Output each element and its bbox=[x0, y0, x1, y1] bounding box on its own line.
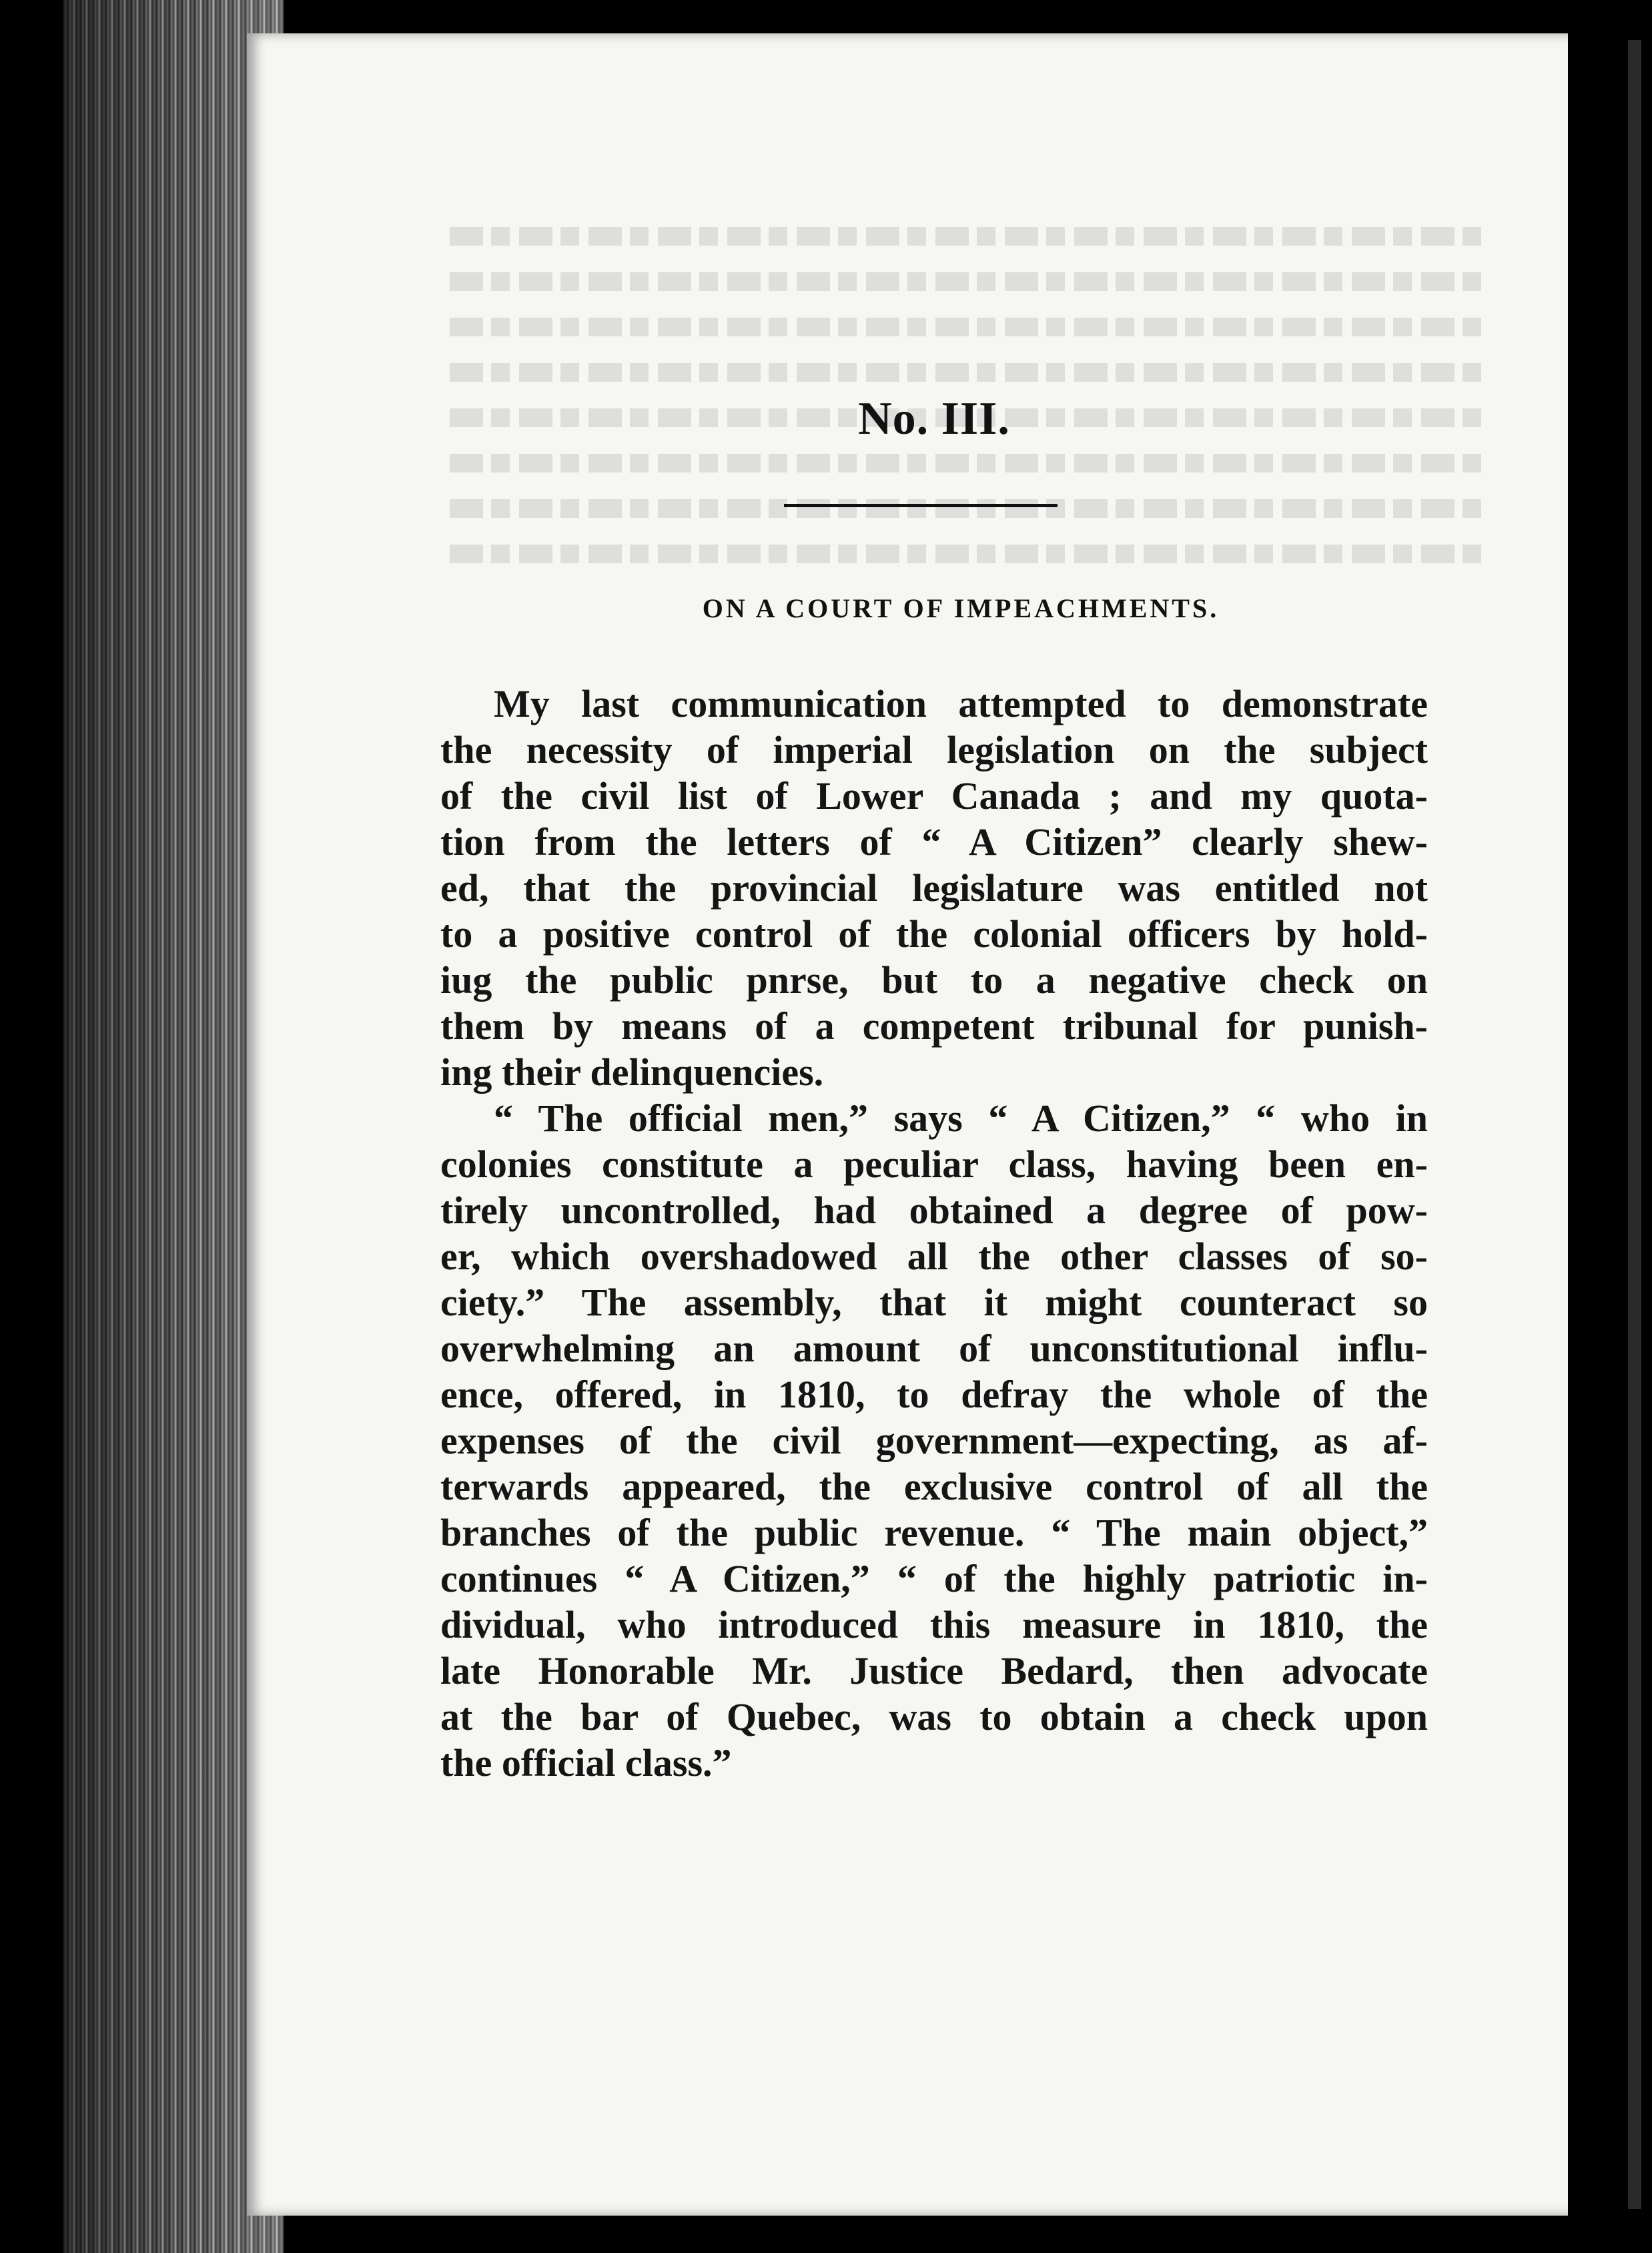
text-line: ing their delinquencies. bbox=[440, 1050, 824, 1094]
next-page-edge bbox=[1628, 40, 1641, 2209]
text-line: tirely uncontrolled, had obtained a degree of pow- bbox=[440, 1189, 1428, 1232]
text-line: er, which overshadowed all the other classes of so- bbox=[440, 1235, 1428, 1278]
text-line: My last communication attempted to demonstrate bbox=[494, 682, 1428, 725]
text-line: the official class.” bbox=[440, 1741, 732, 1785]
text-line: terwards appeared, the exclusive control of all the bbox=[440, 1465, 1428, 1508]
text-line: of the civil list of Lower Canada ; and my quota- bbox=[440, 774, 1428, 818]
text-line: ence, offered, in 1810, to defray the whole of the bbox=[440, 1373, 1428, 1416]
section-subtitle: ON A COURT OF IMPEACHMENTS. bbox=[702, 593, 1220, 623]
text-line: ed, that the provincial legislature was entitled not bbox=[440, 866, 1428, 910]
text-line: iug the public pnrse, but to a negative check on bbox=[440, 958, 1428, 1002]
text-line: to a positive control of the colonial officers by hold- bbox=[440, 912, 1428, 956]
text-line: branches of the public revenue. “ The main object,” bbox=[440, 1511, 1428, 1554]
text-line: at the bar of Quebec, was to obtain a check upon bbox=[440, 1695, 1428, 1738]
heading-rule bbox=[784, 504, 1058, 507]
text-line: dividual, who introduced this measure in 1810, the bbox=[440, 1603, 1428, 1646]
text-line: late Honorable Mr. Justice Bedard, then advocate bbox=[440, 1649, 1428, 1692]
text-line: tion from the letters of “ A Citizen” clearly shew- bbox=[440, 820, 1428, 864]
text-line: “ The official men,” says “ A Citizen,” “ who in bbox=[494, 1096, 1428, 1140]
text-line: ciety.” The assembly, that it might counteract so bbox=[440, 1281, 1428, 1324]
section-heading: No. III. bbox=[858, 393, 1010, 444]
text-line: them by means of a competent tribunal for punish- bbox=[440, 1004, 1428, 1048]
text-line: expenses of the civil government—expecting, as af- bbox=[440, 1419, 1428, 1462]
text-line: overwhelming an amount of unconstitutional influ- bbox=[440, 1327, 1428, 1370]
text-line: continues “ A Citizen,” “ of the highly patriotic in- bbox=[440, 1557, 1428, 1600]
text-line: the necessity of imperial legislation on the subject bbox=[440, 728, 1428, 771]
body-text bbox=[440, 681, 1428, 1786]
text-line: colonies constitute a peculiar class, having been en- bbox=[440, 1143, 1428, 1186]
